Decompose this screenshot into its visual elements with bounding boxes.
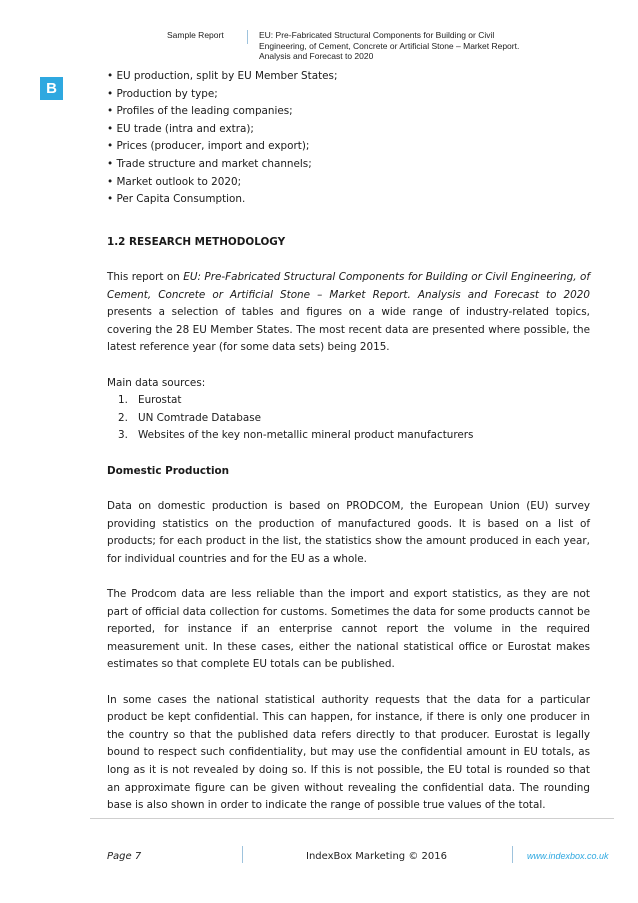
bullet-item: • Production by type; (107, 86, 590, 104)
header-report-type: Sample Report (167, 30, 224, 40)
source-number: 2. (118, 411, 128, 424)
domestic-paragraph: Data on domestic production is based on PRODCOM, the European Union (EU) survey providing statistics on the production of manufactured goods. It is based on a list of products; for each product in the list, the statistics show the amount produced in each year, for individual countries and for the EU as a whole. (107, 500, 590, 565)
brand-logo: B (40, 77, 63, 100)
bullet-item: • EU trade (intra and extra); (107, 121, 590, 139)
footer-copyright: IndexBox Marketing © 2016 (306, 851, 447, 862)
subsection-heading: Domestic Production (107, 464, 230, 477)
footer-separator (512, 846, 513, 863)
intro-start-text: This report on (107, 270, 184, 283)
source-item (107, 410, 590, 428)
bullet-item: • Profiles of the leading companies; (107, 103, 590, 121)
header-title-line: EU: Pre-Fabricated Structural Components for Building or Civil (259, 30, 495, 40)
header-title-line: Engineering, of Cement, Concrete or Artificial Stone – Market Report. (259, 40, 520, 51)
source-item (107, 427, 590, 445)
domestic-paragraph: The Prodcom data are less reliable than the import and export statistics, as they are not part of official data collection for customs. Sometimes the data for some products cannot be reported, for instance if an enterprise cannot report the volume in the required measurement unit. In these cases, either the national statistical office or Eurostat makes estimates so that complete EU totals can be published. (107, 588, 590, 671)
data-sources-list (107, 392, 590, 445)
source-text: UN Comtrade Database (138, 411, 261, 424)
header-divider (247, 30, 248, 44)
source-text: Eurostat (138, 394, 182, 407)
scope-bullet-list (107, 68, 590, 209)
page-content (107, 68, 590, 815)
bullet-item: • Prices (producer, import and export); (107, 138, 590, 156)
header-report-title (259, 30, 579, 62)
intro-end-text: presents a selection of tables and figures on a wide range of industry-related topics, covering the 28 EU Member States. The most recent data are presented where possible, the latest reference year (for some data sets) being 2015. (107, 306, 590, 354)
bullet-item: • Market outlook to 2020; (107, 174, 590, 192)
footer-separator (242, 846, 243, 863)
source-item (107, 392, 590, 410)
source-text: Websites of the key non-metallic mineral product manufacturers (138, 429, 474, 442)
footer-website-link[interactable]: www.indexbox.co.uk (527, 851, 609, 861)
bullet-item: • Trade structure and market channels; (107, 156, 590, 174)
bullet-item: • EU production, split by EU Member States; (107, 68, 590, 86)
intro-report-title: EU: Pre-Fabricated Structural Components for Building or Civil Engineering, of Cement, Concrete or Artificial Stone – Market Report. Analysis and Forecast to 2020 (107, 270, 590, 301)
domestic-paragraph: In some cases the national statistical authority requests that the data for a particular product be kept confidential. This can happen, for instance, if there is only one producer in the country so that the published data refers directly to that producer. Eurostat is legally bound to respect such confidentiality, but may use the confidential amount in EU totals, as long as it is not revealed by doing so. If this is not possible, the EU total is rounded so that an approximate figure can be given without revealing the confidential data. The rounding base is also shown in order to indicate the range of possible true values of the total. (107, 693, 590, 812)
header-title-line: Analysis and Forecast to 2020 (259, 51, 374, 61)
page-number: Page 7 (107, 851, 142, 862)
footer-divider (90, 818, 614, 819)
methodology-intro (107, 269, 590, 357)
source-number: 3. (118, 429, 128, 442)
section-heading: 1.2 RESEARCH METHODOLOGY (107, 235, 286, 248)
bullet-item: • Per Capita Consumption. (107, 191, 590, 209)
sources-label: Main data sources: (107, 376, 206, 389)
source-number: 1. (118, 394, 128, 407)
